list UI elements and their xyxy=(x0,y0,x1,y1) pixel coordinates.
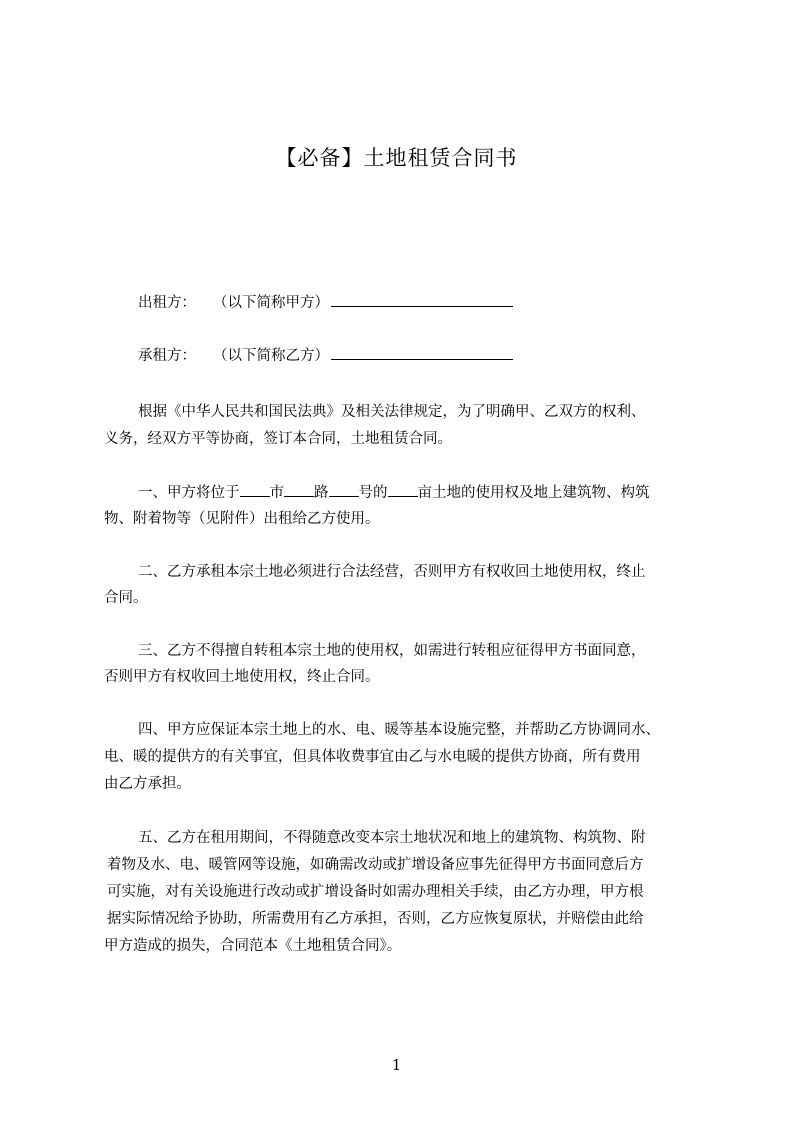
clause4-line-1: 四、甲方应保证本宗土地上的水、电、暖等基本设施完整，并帮助乙方协调同水、 xyxy=(138,722,660,738)
city-blank xyxy=(240,483,270,497)
clause4-line-2: 电、暖的提供方的有关事宜，但具体收费事宜由乙与水电暖的提供方协商，所有费用 xyxy=(104,749,641,765)
lessor-note: （以下简称甲方） xyxy=(213,295,329,311)
clause1-text-e: 亩土地的使用权及地上建筑物、构筑 xyxy=(417,485,650,501)
document-title: 【必备】土地租赁合同书 xyxy=(275,146,518,170)
page-number: 1 xyxy=(391,1056,402,1074)
clause4-line-3: 由乙方承担。 xyxy=(104,776,191,792)
clause2-line-2: 合同。 xyxy=(104,590,148,606)
intro-line-2: 义务，经双方平等协商，签订本合同，土地租赁合同。 xyxy=(104,431,452,447)
clause1-text-c: 路 xyxy=(314,485,329,501)
lessor-line xyxy=(138,291,513,312)
clause5-line-5: 甲方造成的损失，合同范本《土地租赁合同》。 xyxy=(104,938,402,954)
clause1-text-b: 市 xyxy=(269,485,284,501)
intro-line-1: 根据《中华人民共和国民法典》及相关法律规定，为了明确甲、乙双方的权利、 xyxy=(138,404,646,420)
lessee-label: 承租方： xyxy=(138,348,196,364)
clause1-line-1 xyxy=(138,481,650,502)
clause5-line-3: 可实施，对有关设施进行改动或扩增设备时如需办理相关手续，由乙方办理，甲方根 xyxy=(107,884,644,900)
clause3-line-1: 三、乙方不得擅自转租本宗土地的使用权，如需进行转租应征得甲方书面同意， xyxy=(138,643,646,659)
clause5-line-4: 据实际情况给予协助，所需费用有乙方承担，否则，乙方应恢复原状，并赔偿由此给 xyxy=(107,911,644,927)
lessor-label: 出租方： xyxy=(138,295,196,311)
lessor-name-blank xyxy=(331,293,513,307)
clause1-text-a: 一、甲方将位于 xyxy=(138,485,240,501)
clause1-text-d: 号的 xyxy=(358,485,388,501)
road-blank xyxy=(284,483,314,497)
clause5-line-2: 着物及水、电、暖管网等设施，如确需改动或扩增设备应事先征得甲方书面同意后方 xyxy=(107,857,644,873)
lessee-line xyxy=(138,344,513,365)
lessee-name-blank xyxy=(331,346,513,360)
clause3-line-2: 否则甲方有权收回土地使用权，终止合同。 xyxy=(104,669,380,685)
clause1-line-2: 物、附着物等（见附件）出租给乙方使用。 xyxy=(104,511,380,527)
lessee-note: （以下简称乙方） xyxy=(213,348,329,364)
clause2-line-1: 二、乙方承租本宗土地必须进行合法经营，否则甲方有权收回土地使用权，终止 xyxy=(138,564,646,580)
clause5-line-1: 五、乙方在租用期间，不得随意改变本宗土地状况和地上的建筑物、构筑物、附 xyxy=(138,830,646,846)
acre-blank xyxy=(388,483,418,497)
number-blank xyxy=(329,483,359,497)
